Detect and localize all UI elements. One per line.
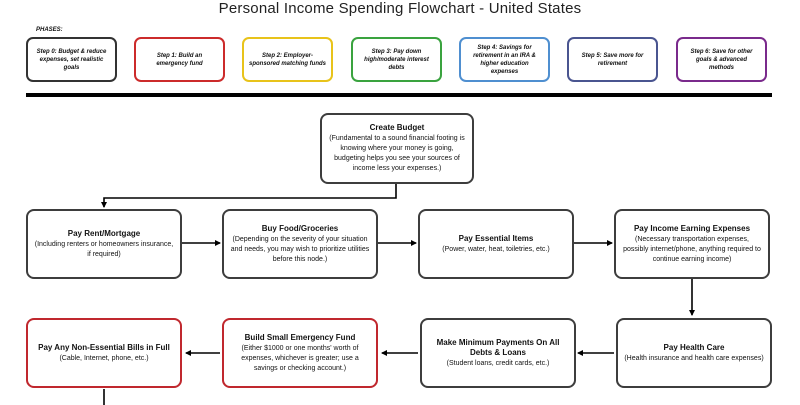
node-title: Pay Income Earning Expenses bbox=[633, 223, 751, 233]
node-pay-rent bbox=[26, 209, 182, 279]
node-desc: (Necessary transportation expenses, possibly internet/phone, anything required to continue earning income) bbox=[623, 235, 761, 263]
node-title: Pay Essential Items bbox=[458, 233, 534, 243]
phase-step-1: Step 1: Build an emergency fund bbox=[134, 37, 225, 82]
node-non-essential-bills bbox=[26, 318, 182, 388]
phase-step-3: Step 3: Pay down high/moderate interest debts bbox=[351, 37, 442, 82]
node-desc: (Including renters or homeowners insurance, if required) bbox=[34, 240, 174, 258]
node-small-emergency-fund bbox=[222, 318, 378, 388]
phase-step-5: Step 5: Save more for retirement bbox=[567, 37, 658, 82]
phase-step-2: Step 2: Employer-sponsored matching funds bbox=[242, 37, 333, 82]
node-title: Pay Any Non-Essential Bills in Full bbox=[38, 342, 170, 352]
node-title: Make Minimum Payments On All Debts & Loans bbox=[436, 337, 560, 357]
node-desc: (Fundamental to a sound financial footing is knowing where your money is going, budgeting helps you see your sources of income less your expenses.) bbox=[329, 135, 465, 172]
node-title: Pay Health Care bbox=[663, 342, 725, 352]
node-desc: (Power, water, heat, toiletries, etc.) bbox=[442, 245, 550, 253]
node-buy-food bbox=[222, 209, 378, 279]
node-income-expenses bbox=[614, 209, 770, 279]
phase-step-0: Step 0: Budget & reduce expenses, set realistic goals bbox=[26, 37, 117, 82]
node-health-care bbox=[616, 318, 772, 388]
node-minimum-payments bbox=[420, 318, 576, 388]
phase-step-4: Step 4: Savings for retirement in an IRA & higher education expenses bbox=[459, 37, 550, 82]
phases-label: PHASES: bbox=[36, 27, 63, 33]
node-desc: (Either $1000 or one months' worth of expenses, whichever is greater; use a savings or checking account.) bbox=[241, 344, 359, 372]
node-essential-items bbox=[418, 209, 574, 279]
node-create-budget bbox=[320, 113, 474, 184]
page-title: Personal Income Spending Flowchart - United States bbox=[218, 0, 582, 17]
node-desc: (Depending on the severity of your situation and needs, you may wish to prioritize utilities before this node.) bbox=[230, 235, 370, 263]
arrow-budget-to-rent bbox=[104, 184, 396, 207]
phase-step-6: Step 6: Save for other goals & advanced methods bbox=[676, 37, 767, 82]
node-title: Buy Food/Groceries bbox=[261, 223, 339, 233]
node-title: Build Small Emergency Fund bbox=[244, 332, 356, 342]
node-title: Create Budget bbox=[369, 123, 425, 132]
node-desc: (Cable, Internet, phone, etc.) bbox=[59, 354, 149, 362]
node-title: Pay Rent/Mortgage bbox=[67, 228, 141, 238]
node-desc: (Student loans, credit cards, etc.) bbox=[446, 359, 550, 367]
node-desc: (Health insurance and health care expenses) bbox=[624, 354, 764, 362]
